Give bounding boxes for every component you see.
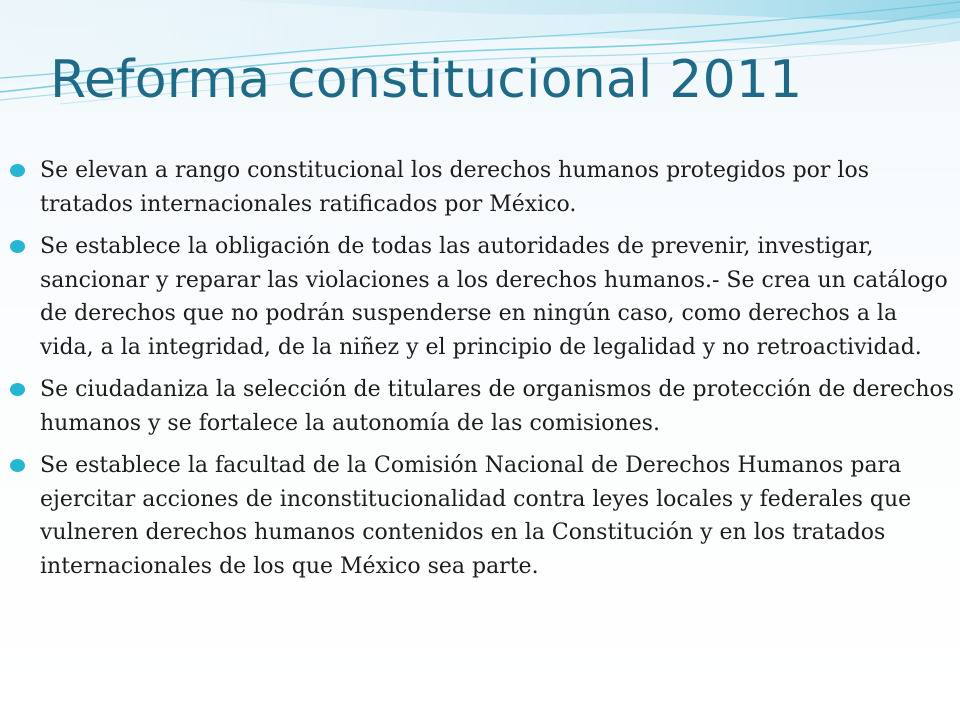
bullet-text: Se establece la obligación de todas las autoridades de prevenir, investigar, sancionar y reparar las violaciones a los derechos humanos.- Se crea un catálogo de derechos que no podrán suspenderse en ningún caso, como derechos a la vida, a la integridad, de la niñez y el principio de legalidad y no retroactividad. <box>40 234 948 360</box>
bullet-text: Se elevan a rango constitucional los derechos humanos protegidos por los tratados internacionales ratificados por México. <box>40 158 870 217</box>
bullet-text: Se establece la facultad de la Comisión Nacional de Derechos Humanos para ejercitar acciones de inconstitucionalidad contra leyes locales y federales que vulneren derechos humanos contenidos en la Constitución y en los tratados internacionales de los que México sea parte. <box>40 453 912 579</box>
bullet-text: Se ciudadaniza la selección de titulares de organismos de protección de derechos humanos y se fortalece la autonomía de las comisiones. <box>40 377 955 436</box>
bullet-dot-icon <box>10 459 25 472</box>
bullet-item <box>40 154 955 221</box>
bullet-dot-icon <box>10 383 25 396</box>
bullet-dot-icon <box>10 240 25 253</box>
bullet-dot-icon <box>10 164 25 177</box>
bullet-item <box>40 373 955 440</box>
bullet-list <box>40 154 955 592</box>
bullet-item <box>40 449 955 583</box>
slide-title: Reforma constitucional 2011 <box>50 50 803 110</box>
bullet-item <box>40 230 955 364</box>
